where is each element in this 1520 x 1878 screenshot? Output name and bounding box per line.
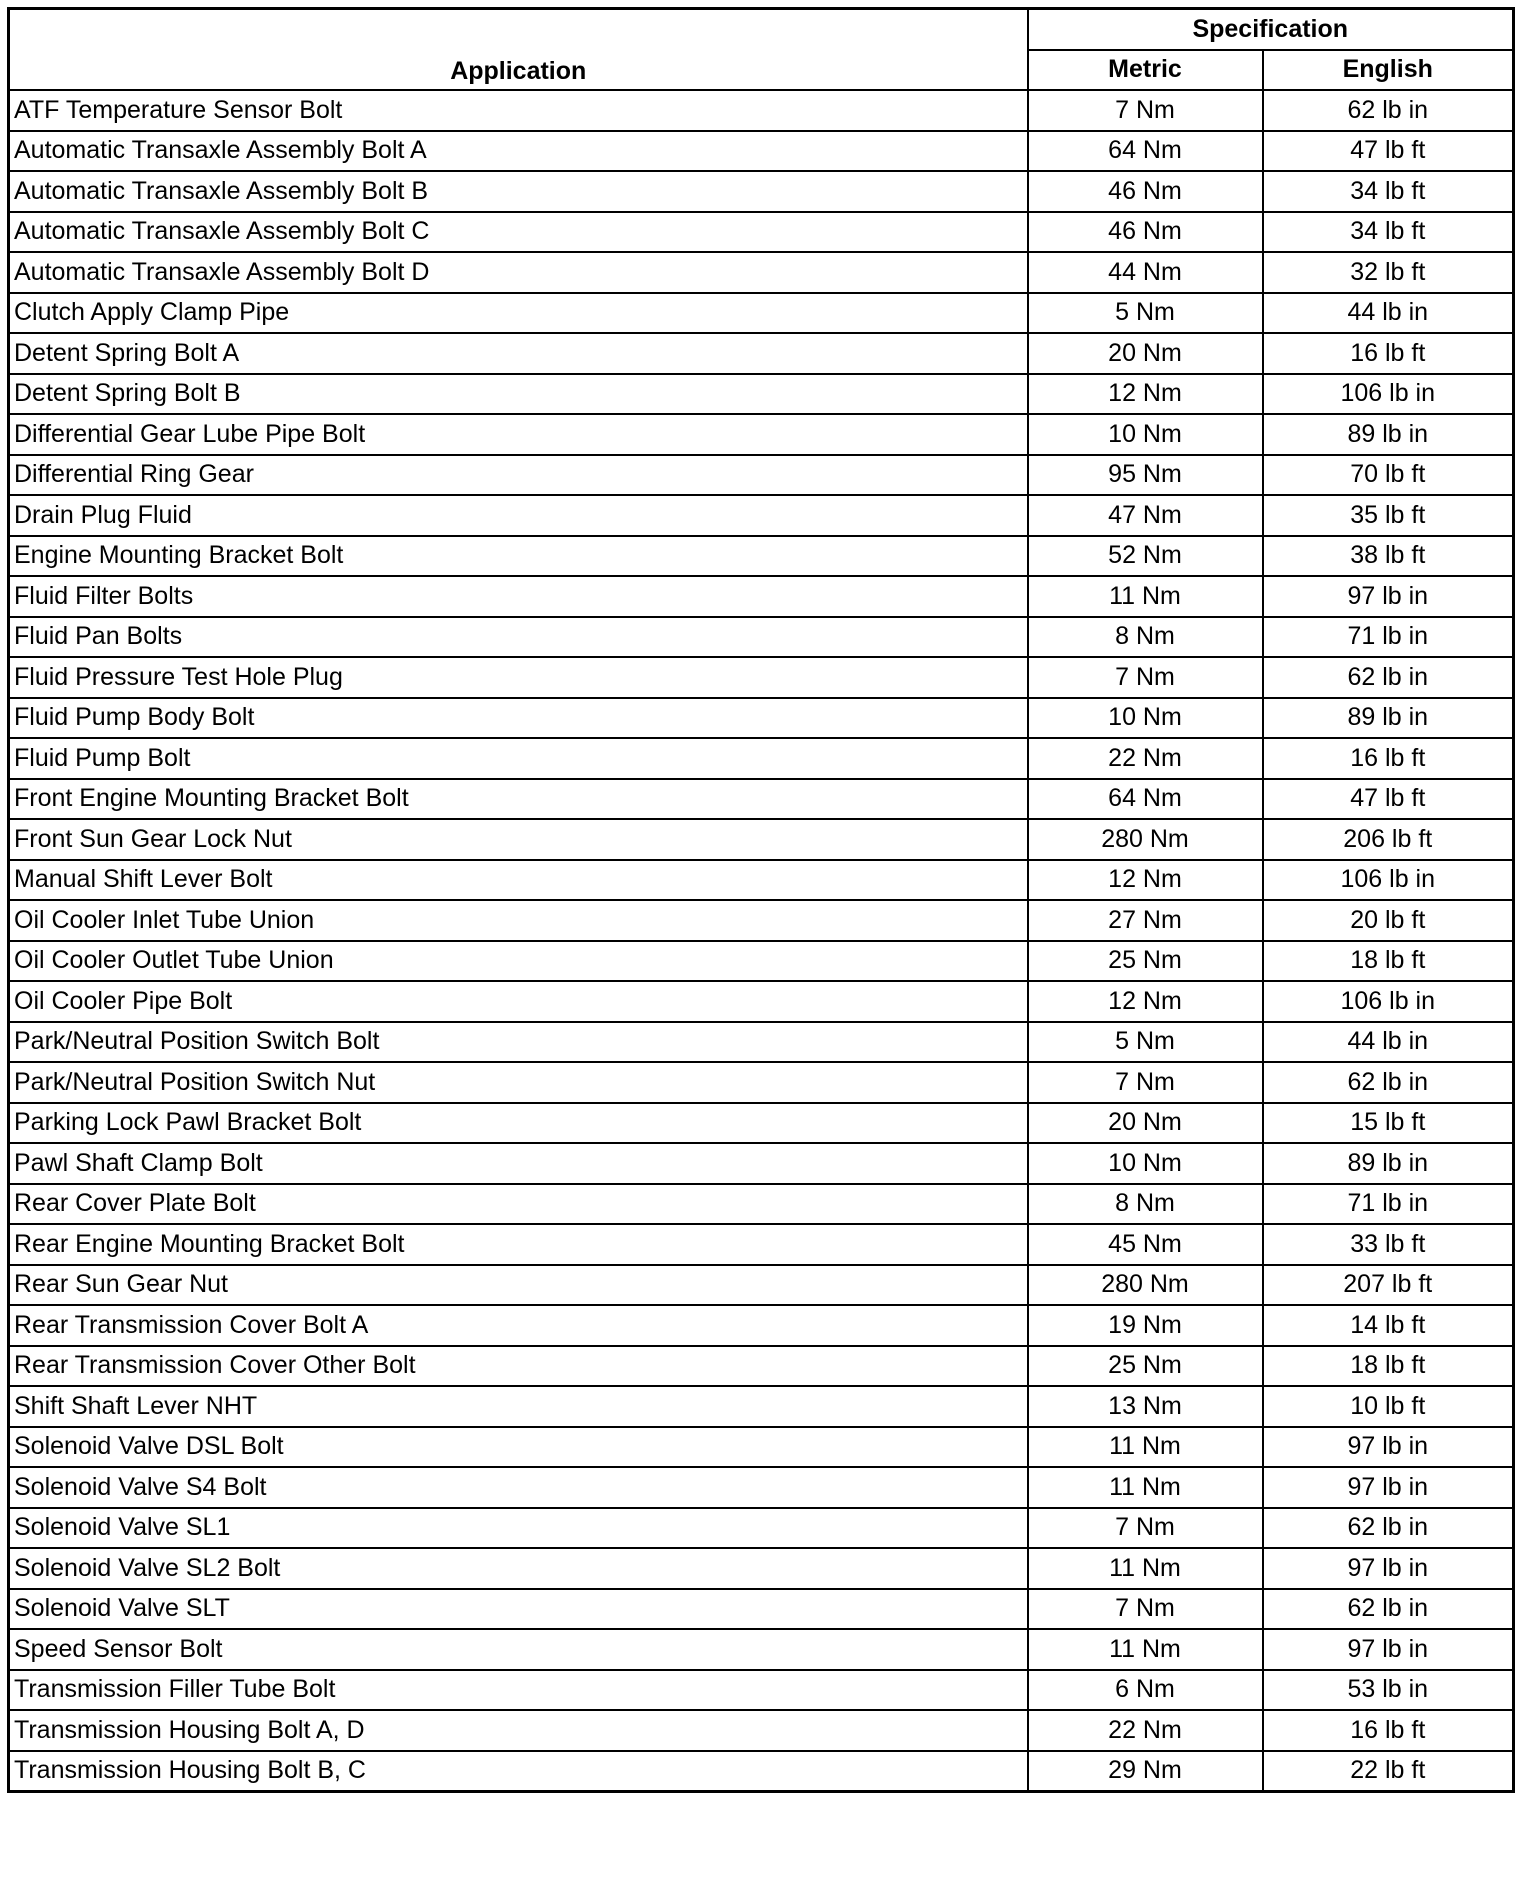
english-cell: 35 lb ft xyxy=(1263,495,1514,536)
application-cell: Solenoid Valve S4 Bolt xyxy=(9,1467,1028,1508)
english-cell: 34 lb ft xyxy=(1263,171,1514,212)
metric-cell: 11 Nm xyxy=(1028,1629,1263,1670)
table-row xyxy=(9,1346,1514,1387)
english-cell: 106 lb in xyxy=(1263,981,1514,1022)
table-row xyxy=(9,495,1514,536)
table-body xyxy=(9,90,1514,1792)
metric-cell: 10 Nm xyxy=(1028,414,1263,455)
table-row xyxy=(9,131,1514,172)
english-cell: 62 lb in xyxy=(1263,1508,1514,1549)
english-cell: 47 lb ft xyxy=(1263,131,1514,172)
application-cell: Park/Neutral Position Switch Nut xyxy=(9,1062,1028,1103)
english-cell: 97 lb in xyxy=(1263,1629,1514,1670)
english-cell: 16 lb ft xyxy=(1263,1710,1514,1751)
english-cell: 33 lb ft xyxy=(1263,1224,1514,1265)
english-column-header: English xyxy=(1263,50,1514,91)
english-cell: 10 lb ft xyxy=(1263,1386,1514,1427)
table-row xyxy=(9,1305,1514,1346)
table-row xyxy=(9,1022,1514,1063)
metric-cell: 5 Nm xyxy=(1028,1022,1263,1063)
english-cell: 62 lb in xyxy=(1263,1589,1514,1630)
metric-cell: 12 Nm xyxy=(1028,374,1263,415)
metric-cell: 280 Nm xyxy=(1028,1265,1263,1306)
english-cell: 89 lb in xyxy=(1263,698,1514,739)
table-row xyxy=(9,1589,1514,1630)
table-row xyxy=(9,333,1514,374)
table-row xyxy=(9,171,1514,212)
torque-spec-table xyxy=(7,7,1515,1793)
metric-cell: 46 Nm xyxy=(1028,171,1263,212)
english-cell: 15 lb ft xyxy=(1263,1103,1514,1144)
english-cell: 89 lb in xyxy=(1263,414,1514,455)
application-cell: Solenoid Valve SL2 Bolt xyxy=(9,1548,1028,1589)
english-cell: 62 lb in xyxy=(1263,90,1514,131)
table-row xyxy=(9,1629,1514,1670)
table-row xyxy=(9,1224,1514,1265)
metric-cell: 64 Nm xyxy=(1028,131,1263,172)
application-cell: Oil Cooler Inlet Tube Union xyxy=(9,900,1028,941)
application-cell: Automatic Transaxle Assembly Bolt A xyxy=(9,131,1028,172)
english-cell: 44 lb in xyxy=(1263,293,1514,334)
english-cell: 106 lb in xyxy=(1263,860,1514,901)
application-cell: Fluid Pump Body Bolt xyxy=(9,698,1028,739)
english-cell: 44 lb in xyxy=(1263,1022,1514,1063)
metric-cell: 7 Nm xyxy=(1028,1508,1263,1549)
application-cell: Transmission Housing Bolt B, C xyxy=(9,1751,1028,1792)
table-row xyxy=(9,657,1514,698)
metric-cell: 7 Nm xyxy=(1028,1062,1263,1103)
application-cell: Shift Shaft Lever NHT xyxy=(9,1386,1028,1427)
metric-cell: 45 Nm xyxy=(1028,1224,1263,1265)
application-cell: Manual Shift Lever Bolt xyxy=(9,860,1028,901)
application-cell: Solenoid Valve SL1 xyxy=(9,1508,1028,1549)
metric-cell: 11 Nm xyxy=(1028,1467,1263,1508)
table-header xyxy=(9,9,1514,91)
metric-cell: 11 Nm xyxy=(1028,576,1263,617)
application-cell: Park/Neutral Position Switch Bolt xyxy=(9,1022,1028,1063)
english-cell: 62 lb in xyxy=(1263,1062,1514,1103)
application-cell: Detent Spring Bolt B xyxy=(9,374,1028,415)
english-cell: 207 lb ft xyxy=(1263,1265,1514,1306)
application-cell: Rear Transmission Cover Other Bolt xyxy=(9,1346,1028,1387)
table-row xyxy=(9,1508,1514,1549)
english-cell: 16 lb ft xyxy=(1263,333,1514,374)
metric-cell: 10 Nm xyxy=(1028,1143,1263,1184)
metric-cell: 22 Nm xyxy=(1028,738,1263,779)
application-cell: Automatic Transaxle Assembly Bolt B xyxy=(9,171,1028,212)
application-cell: Engine Mounting Bracket Bolt xyxy=(9,536,1028,577)
metric-cell: 12 Nm xyxy=(1028,981,1263,1022)
application-cell: Parking Lock Pawl Bracket Bolt xyxy=(9,1103,1028,1144)
table-row xyxy=(9,1427,1514,1468)
metric-cell: 19 Nm xyxy=(1028,1305,1263,1346)
table-row xyxy=(9,536,1514,577)
table-row xyxy=(9,1751,1514,1792)
application-cell: Fluid Pump Bolt xyxy=(9,738,1028,779)
application-cell: Fluid Filter Bolts xyxy=(9,576,1028,617)
table-row xyxy=(9,1103,1514,1144)
metric-cell: 7 Nm xyxy=(1028,90,1263,131)
application-cell: Differential Ring Gear xyxy=(9,455,1028,496)
table-row xyxy=(9,779,1514,820)
application-cell: Automatic Transaxle Assembly Bolt C xyxy=(9,212,1028,253)
metric-cell: 25 Nm xyxy=(1028,941,1263,982)
metric-cell: 20 Nm xyxy=(1028,333,1263,374)
table-row xyxy=(9,1143,1514,1184)
application-cell: Solenoid Valve DSL Bolt xyxy=(9,1427,1028,1468)
application-cell: Rear Sun Gear Nut xyxy=(9,1265,1028,1306)
english-cell: 97 lb in xyxy=(1263,1548,1514,1589)
metric-cell: 11 Nm xyxy=(1028,1548,1263,1589)
metric-cell: 20 Nm xyxy=(1028,1103,1263,1144)
table-row xyxy=(9,1467,1514,1508)
english-cell: 22 lb ft xyxy=(1263,1751,1514,1792)
english-cell: 206 lb ft xyxy=(1263,819,1514,860)
metric-cell: 29 Nm xyxy=(1028,1751,1263,1792)
table-row xyxy=(9,981,1514,1022)
application-cell: Front Engine Mounting Bracket Bolt xyxy=(9,779,1028,820)
table-row xyxy=(9,1710,1514,1751)
application-cell: Fluid Pressure Test Hole Plug xyxy=(9,657,1028,698)
metric-cell: 47 Nm xyxy=(1028,495,1263,536)
table-row xyxy=(9,1386,1514,1427)
english-cell: 20 lb ft xyxy=(1263,900,1514,941)
metric-cell: 44 Nm xyxy=(1028,252,1263,293)
table-row xyxy=(9,293,1514,334)
table-row xyxy=(9,414,1514,455)
metric-cell: 11 Nm xyxy=(1028,1427,1263,1468)
metric-cell: 7 Nm xyxy=(1028,1589,1263,1630)
english-cell: 97 lb in xyxy=(1263,1467,1514,1508)
table-row xyxy=(9,1548,1514,1589)
metric-cell: 10 Nm xyxy=(1028,698,1263,739)
english-cell: 97 lb in xyxy=(1263,1427,1514,1468)
table-row xyxy=(9,252,1514,293)
metric-cell: 64 Nm xyxy=(1028,779,1263,820)
metric-cell: 12 Nm xyxy=(1028,860,1263,901)
english-cell: 14 lb ft xyxy=(1263,1305,1514,1346)
metric-cell: 52 Nm xyxy=(1028,536,1263,577)
application-cell: Solenoid Valve SLT xyxy=(9,1589,1028,1630)
metric-cell: 25 Nm xyxy=(1028,1346,1263,1387)
english-cell: 34 lb ft xyxy=(1263,212,1514,253)
metric-cell: 7 Nm xyxy=(1028,657,1263,698)
table-row xyxy=(9,860,1514,901)
metric-cell: 27 Nm xyxy=(1028,900,1263,941)
application-cell: Rear Transmission Cover Bolt A xyxy=(9,1305,1028,1346)
english-cell: 70 lb ft xyxy=(1263,455,1514,496)
table-row xyxy=(9,1670,1514,1711)
english-cell: 18 lb ft xyxy=(1263,1346,1514,1387)
application-cell: Transmission Filler Tube Bolt xyxy=(9,1670,1028,1711)
english-cell: 71 lb in xyxy=(1263,617,1514,658)
table-row xyxy=(9,819,1514,860)
english-cell: 62 lb in xyxy=(1263,657,1514,698)
table-row xyxy=(9,90,1514,131)
table-row xyxy=(9,738,1514,779)
application-cell: Front Sun Gear Lock Nut xyxy=(9,819,1028,860)
metric-cell: 6 Nm xyxy=(1028,1670,1263,1711)
english-cell: 38 lb ft xyxy=(1263,536,1514,577)
metric-column-header: Metric xyxy=(1028,50,1263,91)
table-row xyxy=(9,455,1514,496)
application-cell: Clutch Apply Clamp Pipe xyxy=(9,293,1028,334)
header-row-top xyxy=(9,9,1514,50)
table-row xyxy=(9,617,1514,658)
table-row xyxy=(9,1184,1514,1225)
english-cell: 53 lb in xyxy=(1263,1670,1514,1711)
application-cell: Transmission Housing Bolt A, D xyxy=(9,1710,1028,1751)
metric-cell: 46 Nm xyxy=(1028,212,1263,253)
english-cell: 89 lb in xyxy=(1263,1143,1514,1184)
metric-cell: 5 Nm xyxy=(1028,293,1263,334)
application-cell: Fluid Pan Bolts xyxy=(9,617,1028,658)
english-cell: 97 lb in xyxy=(1263,576,1514,617)
english-cell: 16 lb ft xyxy=(1263,738,1514,779)
application-cell: ATF Temperature Sensor Bolt xyxy=(9,90,1028,131)
english-cell: 32 lb ft xyxy=(1263,252,1514,293)
english-cell: 71 lb in xyxy=(1263,1184,1514,1225)
specification-group-header: Specification xyxy=(1028,9,1514,50)
table-row xyxy=(9,374,1514,415)
table-row xyxy=(9,698,1514,739)
metric-cell: 95 Nm xyxy=(1028,455,1263,496)
table-row xyxy=(9,576,1514,617)
table-row xyxy=(9,212,1514,253)
application-cell: Rear Engine Mounting Bracket Bolt xyxy=(9,1224,1028,1265)
english-cell: 47 lb ft xyxy=(1263,779,1514,820)
metric-cell: 8 Nm xyxy=(1028,1184,1263,1225)
metric-cell: 13 Nm xyxy=(1028,1386,1263,1427)
application-cell: Drain Plug Fluid xyxy=(9,495,1028,536)
application-cell: Oil Cooler Pipe Bolt xyxy=(9,981,1028,1022)
metric-cell: 8 Nm xyxy=(1028,617,1263,658)
table-row xyxy=(9,941,1514,982)
table-row xyxy=(9,1265,1514,1306)
application-cell: Oil Cooler Outlet Tube Union xyxy=(9,941,1028,982)
table-row xyxy=(9,900,1514,941)
application-cell: Detent Spring Bolt A xyxy=(9,333,1028,374)
application-cell: Speed Sensor Bolt xyxy=(9,1629,1028,1670)
application-cell: Automatic Transaxle Assembly Bolt D xyxy=(9,252,1028,293)
table-row xyxy=(9,1062,1514,1103)
english-cell: 106 lb in xyxy=(1263,374,1514,415)
english-cell: 18 lb ft xyxy=(1263,941,1514,982)
metric-cell: 22 Nm xyxy=(1028,1710,1263,1751)
application-column-header: Application xyxy=(9,9,1028,91)
application-cell: Differential Gear Lube Pipe Bolt xyxy=(9,414,1028,455)
application-cell: Rear Cover Plate Bolt xyxy=(9,1184,1028,1225)
metric-cell: 280 Nm xyxy=(1028,819,1263,860)
application-cell: Pawl Shaft Clamp Bolt xyxy=(9,1143,1028,1184)
